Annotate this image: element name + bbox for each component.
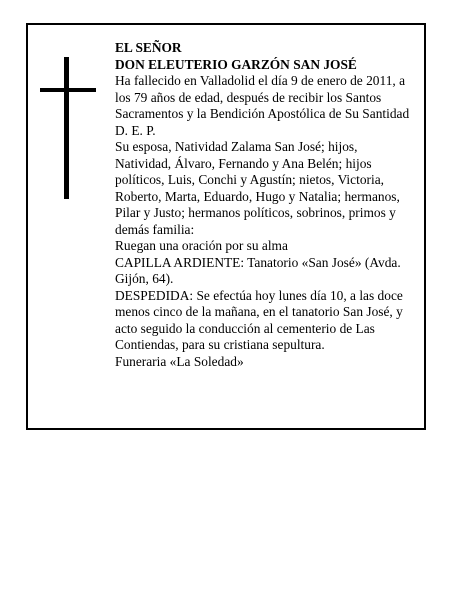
chapel-info: CAPILLA ARDIENTE: Tanatorio «San José» (Avda. Gijón, 64). [115, 254, 401, 286]
deceased-name: DON ELEUTERIO GARZÓN SAN JOSÉ [115, 56, 357, 72]
cross-icon [40, 57, 96, 199]
death-announcement: Ha fallecido en Valladolid el día 9 de enero de 2011, a los 79 años de edad, después de recibir los Santos Sacramentos y la Bendición Apostólica de Su Santidad D. E. P. [115, 73, 410, 138]
obituary-notice [26, 23, 426, 430]
family-list: Su esposa, Natividad Zalama San José; hijos, Natividad, Álvaro, Fernando y Ana Belén; hijos políticos, Luis, Conchi y Agustín; nietos, Victoria, Roberto, Marta, Eduardo, Hugo y Natalia; hermanos, Pilar y Justo; hermanos políticos, sobrinos, primos y demás familia: [115, 139, 400, 237]
prayer-request: Ruegan una oración por su alma [115, 238, 288, 253]
notice-text [115, 40, 415, 370]
cross-horizontal-bar [40, 88, 96, 92]
deceased-title: EL SEÑOR [115, 40, 182, 55]
cross-vertical-bar [64, 57, 69, 199]
farewell-info: DESPEDIDA: Se efectúa hoy lunes día 10, a las doce menos cinco de la mañana, en el tanatorio San José, y acto seguido la conducción al cementerio de Las Contiendas, para su cristiana sepultura. [115, 287, 403, 352]
funeral-home: Funeraria «La Soledad» [115, 353, 244, 369]
